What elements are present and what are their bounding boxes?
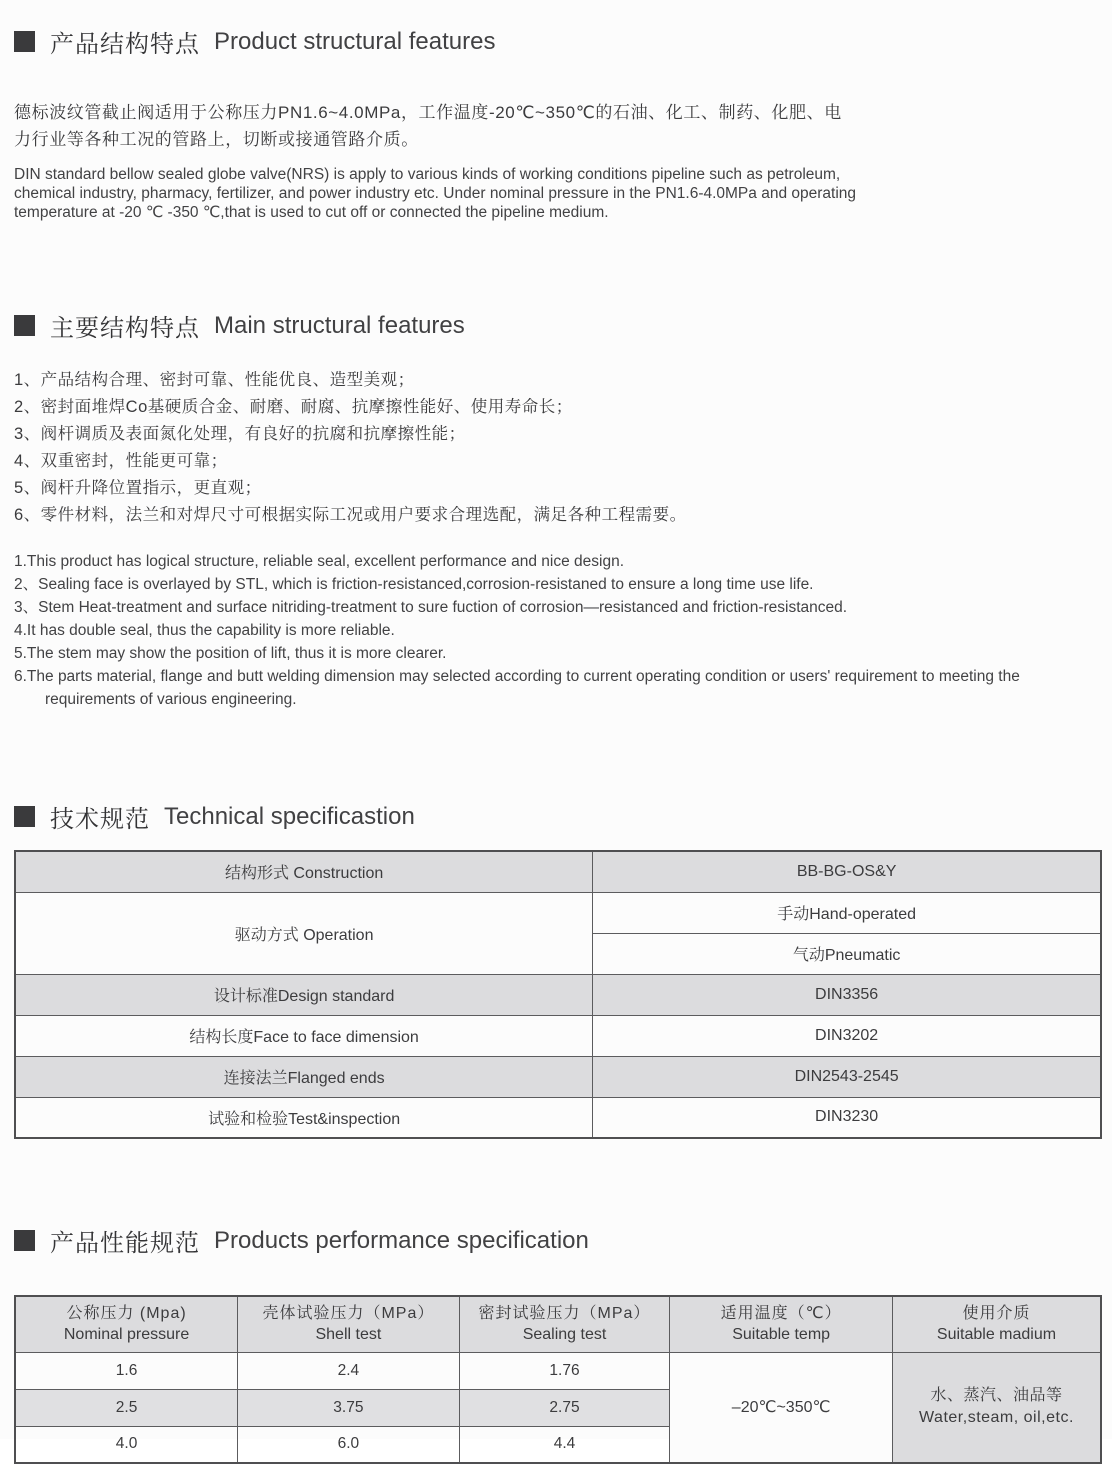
section-bullet-square-icon [14,31,35,52]
tech-operation-value-manual: 手动Hand-operated [593,892,1101,933]
section-title-main-features [14,308,1100,343]
tech-construction-value: BB-BG-OS&Y [593,851,1101,892]
section-title-technical-spec [14,799,1100,834]
perf-col-header-suitable-medium [892,1296,1101,1352]
technical-spec-table [14,850,1102,1139]
perf-value: 2.4 [238,1352,460,1389]
table-header-row [15,1296,1101,1352]
header-label-zh: 密封试验压力（MPa） [478,1305,651,1323]
perf-col-header-sealing-test [459,1296,670,1352]
perf-value: 3.75 [238,1389,460,1426]
medium-en: Water,steam, oil,etc. [919,1409,1074,1427]
section-bullet-square-icon [14,315,35,336]
feature-item-zh: 4、双重密封，性能更可靠； [14,452,228,470]
tech-construction-label: 结构形式 Construction [15,851,593,892]
section-title-en: Main structural features [214,311,465,339]
section-title-en: Technical specificastion [164,802,415,830]
perf-suitable-medium-value [892,1352,1101,1463]
product-features-description-zh: 德标波纹管截止阀适用于公称压力PN1.6~4.0MPa，工作温度-20℃~350℃的石油、化工、制药、化肥、电力行业等各种工况的管路上，切断或接通管路介质。 [14,103,842,149]
feature-item-en: 2、Sealing face is overlayed by STL, which is friction-resistanced,corrosion-resistaned to ensure a long time use life. [14,576,814,593]
tech-row-value: DIN2543-2545 [593,1056,1101,1097]
perf-col-header-suitable-temp [670,1296,893,1352]
tech-operation-label: 驱动方式 Operation [15,892,593,974]
header-label-zh: 使用介质 [962,1305,1031,1323]
header-label-en: Suitable temp [732,1326,831,1344]
table-row [15,1352,1101,1389]
perf-value: 1.76 [459,1352,670,1389]
header-label-zh: 公称压力 (Mpa) [66,1305,187,1323]
table-row [15,1056,1101,1097]
feature-item-zh: 2、密封面堆焊Co基硬质合金、耐磨、耐腐、抗摩擦性能好、使用寿命长； [14,398,573,416]
header-label-zh: 壳体试验压力（MPa） [262,1305,435,1323]
tech-row-value: DIN3356 [593,974,1101,1015]
table-row [15,1015,1101,1056]
perf-value: 2.5 [15,1389,238,1426]
section-title-zh: 产品结构特点 [50,31,200,58]
perf-value: 4.4 [459,1426,670,1463]
section-title-zh: 产品性能规范 [50,1230,200,1257]
section-title-en: Product structural features [214,27,496,55]
section-bullet-square-icon [14,1230,35,1251]
medium-zh: 水、蒸汽、油品等 [930,1387,1063,1405]
header-label-en: Shell test [315,1326,382,1344]
header-label-en: Suitable madium [936,1326,1057,1344]
tech-row-label: 设计标准Design standard [15,974,593,1015]
tech-row-label: 连接法兰Flanged ends [15,1056,593,1097]
feature-item-en: 4.It has double seal, thus the capability is more reliable. [14,622,395,639]
header-label-en: Sealing test [522,1326,607,1344]
main-features-list-en [14,550,1076,711]
feature-item-zh: 1、产品结构合理、密封可靠、性能优良、造型美观； [14,371,415,389]
table-row [15,851,1101,892]
tech-row-label: 试验和检验Test&inspection [15,1097,593,1138]
perf-value: 6.0 [238,1426,460,1463]
section-title-product-features [14,24,1100,59]
feature-item-en: 6.The parts material, flange and butt welding dimension may selected according to current operating condition or users' requirement to meeting the requirements of various engineering. [14,668,1020,708]
main-features-list-zh [14,367,1100,529]
feature-item-zh: 6、零件材料，法兰和对焊尺寸可根据实际工况或用户要求合理选配，满足各种工程需要。 [14,506,687,524]
feature-item-en: 5.The stem may show the position of lift, thus it is more clearer. [14,645,447,662]
table-row [15,1097,1101,1138]
tech-row-label: 结构长度Face to face dimension [15,1015,593,1056]
perf-col-header-shell-test [238,1296,460,1352]
feature-item-en: 1.This product has logical structure, reliable seal, excellent performance and nice design. [14,553,624,570]
section-title-en: Products performance specification [214,1226,589,1254]
table-row [15,974,1101,1015]
section-bullet-square-icon [14,806,35,827]
section-title-zh: 技术规范 [50,806,150,833]
feature-item-zh: 3、阀杆调质及表面氮化处理，有良好的抗腐和抗摩擦性能； [14,425,466,443]
section-title-performance-spec [14,1223,1100,1258]
tech-row-value: DIN3202 [593,1015,1101,1056]
perf-col-header-nominal-pressure [15,1296,238,1352]
feature-item-zh: 5、阀杆升降位置指示，更直观； [14,479,262,497]
feature-item-en: 3、Stem Heat-treatment and surface nitriding-treatment to sure fuction of corrosion—resistanced and friction-resistanced. [14,599,848,616]
tech-operation-value-pneumatic: 气动Pneumatic [593,933,1101,974]
header-label-zh: 适用温度（℃） [720,1305,842,1323]
table-row [15,892,1101,933]
perf-value: 4.0 [15,1426,238,1463]
perf-value: 1.6 [15,1352,238,1389]
section-title-zh: 主要结构特点 [50,315,200,342]
product-features-description-en: DIN standard bellow sealed globe valve(NRS) is apply to various kinds of working conditions pipeline such as petroleum, chemical industry, pharmacy, fertilizer, and power industry etc. Under nominal pressure in the PN1.6-4.0MPa and operating temperature at -20 ℃ -350 ℃,that is used to cut off or connected the pipeline medium. [14,166,857,221]
tech-row-value: DIN3230 [593,1097,1101,1138]
perf-suitable-temp-value: –20℃~350℃ [670,1352,893,1463]
perf-value: 2.75 [459,1389,670,1426]
header-label-en: Nominal pressure [63,1326,190,1344]
